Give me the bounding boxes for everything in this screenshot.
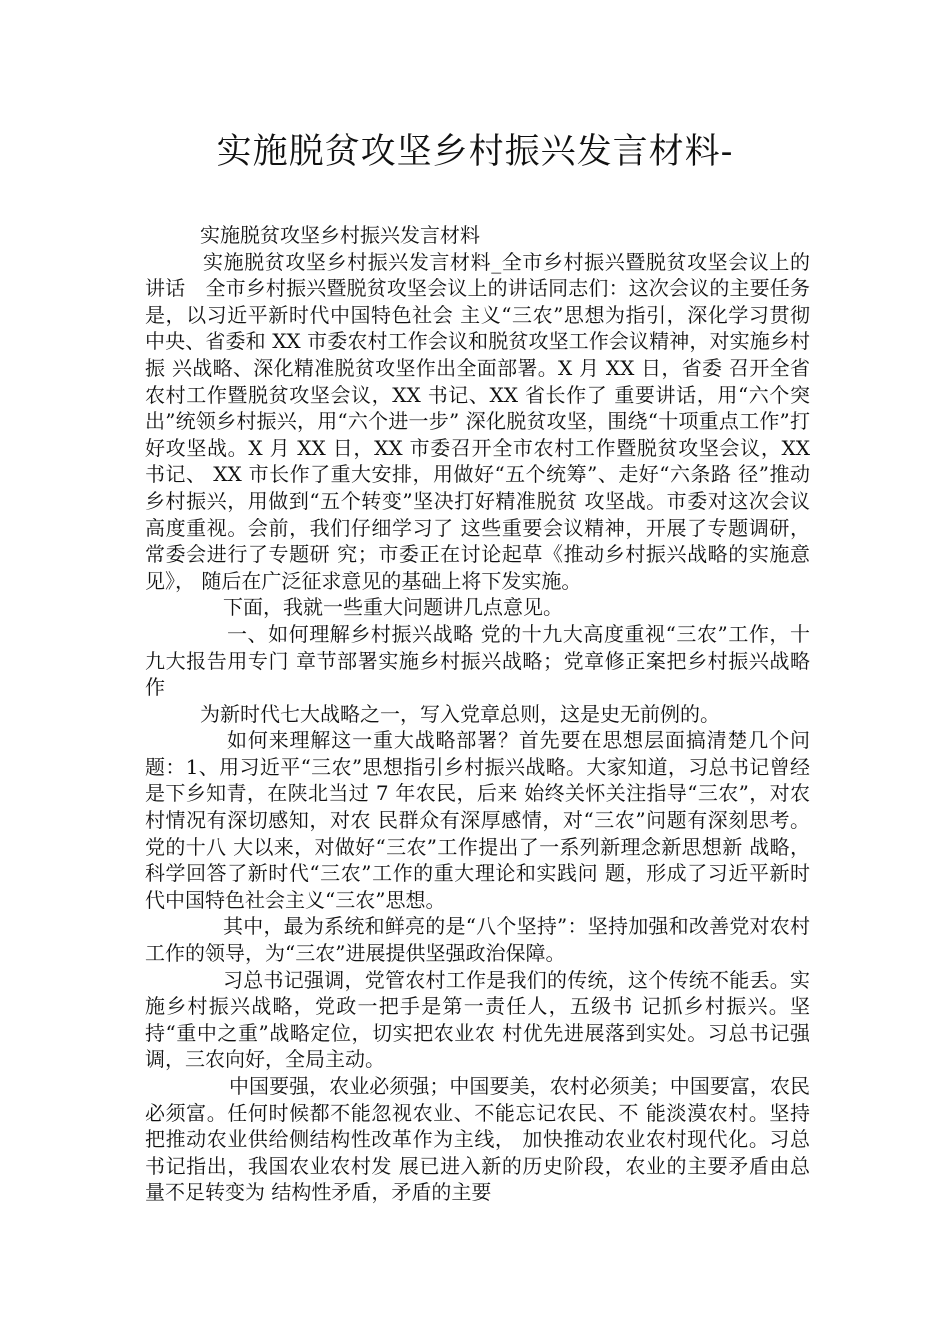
document-title: 实施脱贫攻坚乡村振兴发言材料- [216, 132, 734, 172]
paragraph-eight-persists: 其中，最为系统和鲜亮的是“八个坚持”：坚持加强和改善党对农村工作的领导，为“三农”进展提供坚强政治保障。 [145, 914, 810, 966]
paragraph-intro: 实施脱贫攻坚乡村振兴发言材料_全市乡村振兴暨脱贫攻坚会议上的讲话 全市乡村振兴暨脱贫攻坚会议上的讲话同志们：这次会议的主要任务是，以习近平新时代中国特色社会 主义“三农”思想为指引，深化学习贯彻中央、省委和 XX 市委农村工作会议和脱贫攻坚工作会议精神，对实施乡村振 兴战略、深化精准脱贫攻坚作出全面部署。X 月 XX 日，省委 召开全省农村工作暨脱贫攻坚会议，XX 书记、XX 省长作了 重要讲话，用“六个突出”统领乡村振兴，用“六个进一步” 深化脱贫攻坚，围绕“十项重点工作”打好攻坚战。X 月 XX 日，XX 市委召开全市农村工作暨脱贫攻坚会议，XX 书记、 XX 市长作了重大安排，用做好“五个统筹”、走好“六条路 径”推动乡村振兴，用做到“五个转变”坚决打好精准脱贫 攻坚战。市委对这次会议高度重视。会前，我们仔细学习了 这些重要会议精神，开展了专题调研，常委会进行了专题研 究；市委正在讨论起草《推动乡村振兴战略的实施意见》， 随后在广泛征求意见的基础上将下发实施。 [145, 249, 810, 593]
paragraph-agriculture: 中国要强，农业必须强；中国要美，农村必须美；中国要富，农民必须富。任何时候都不能忽视农业、不能忘记农民、不 能淡漠农村。坚持把推动农业供给侧结构性改革作为主线， 加快推动农业农村现代化。习总书记指出，我国农业农村发 展已进入新的历史阶段，农业的主要矛盾由总量不足转变为 结构性矛盾，矛盾的主要 [145, 1074, 810, 1205]
paragraph-party-leadership: 习总书记强调，党管农村工作是我们的传统，这个传统不能丢。实施乡村振兴战略，党政一把手是第一责任人，五级书 记抓乡村振兴。坚持“重中之重”战略定位，切实把农业农 村优先进展落到实处。习总书记强调，三农向好，全局主动。 [145, 967, 810, 1072]
paragraph-understanding: 如何来理解这一重大战略部署？首先要在思想层面搞清楚几个问题：1、用习近平“三农”思想指引乡村振兴战略。大家知道，习总书记曾经是下乡知青，在陕北当过 7 年农民，后来 始终关怀关注指导“三农”，对农村情况有深切感知，对农 民群众有深厚感情，对“三农”问题有深刻思考。党的十八 大以来，对做好“三农”工作提出了一系列新理念新思想新 战略，科学回答了新时代“三农”工作的重大理论和实践问 题，形成了习近平新时代中国特色社会主义“三农”思想。 [145, 728, 810, 912]
document-body [145, 222, 810, 1206]
paragraph-transition: 下面，我就一些重大问题讲几点意见。 [223, 595, 563, 620]
paragraph-section-one-cont: 为新时代七大战略之一，写入党章总则，这是史无前例的。 [200, 701, 720, 726]
paragraph-subtitle: 实施脱贫攻坚乡村振兴发言材料 [200, 223, 480, 247]
paragraph-section-one: 一、如何理解乡村振兴战略 党的十九大高度重视“三农”工作，十九大报告用专门 章节部署实施乡村振兴战略；党章修正案把乡村振兴战略作 [145, 621, 810, 700]
